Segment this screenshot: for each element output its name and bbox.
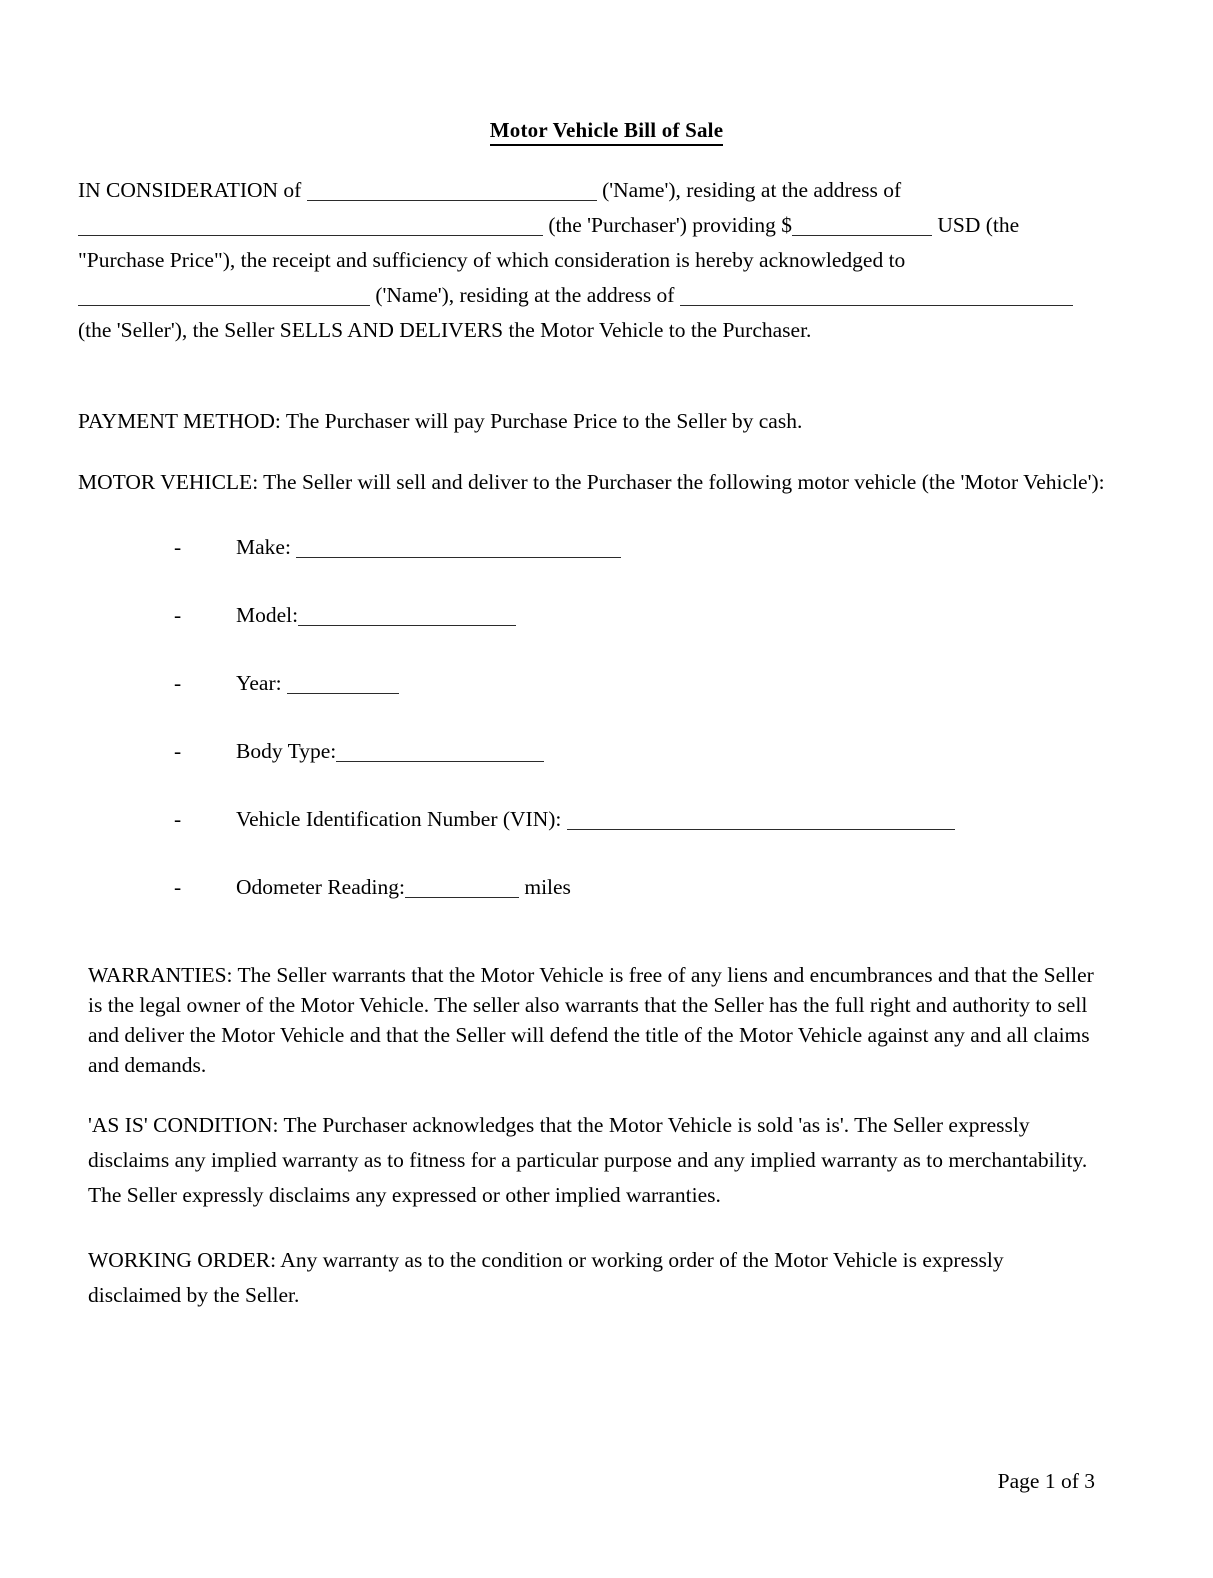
- document-body: [0, 173, 1213, 1313]
- list-item-model: [78, 598, 1135, 666]
- make-label: Make:: [236, 535, 291, 559]
- consideration-line-4: [78, 278, 1135, 313]
- consideration-line-3: [78, 243, 1135, 278]
- purchase-price-blank[interactable]: [792, 215, 932, 236]
- working-order-paragraph: WORKING ORDER: Any warranty as to the condition or working order of the Motor Vehicle is expressly disclaimed by the Seller.: [88, 1248, 1004, 1307]
- consideration-line-1: [78, 173, 1135, 208]
- list-item-odometer: [78, 870, 1135, 938]
- consideration-line2-post: USD (the: [937, 213, 1020, 237]
- consideration-paragraph: [78, 173, 1135, 348]
- bullet-dash-icon: -: [174, 535, 182, 559]
- purchaser-name-blank[interactable]: [307, 180, 597, 201]
- body-type-input-blank[interactable]: [336, 741, 544, 762]
- consideration-line-2: [78, 208, 1135, 243]
- odometer-label: Odometer Reading:: [236, 875, 405, 899]
- body-type-label: Body Type:: [236, 739, 337, 763]
- bullet-dash-icon: -: [174, 807, 182, 831]
- odometer-units-label: miles: [524, 875, 571, 899]
- consideration-line-5: [78, 313, 1135, 348]
- year-label: Year:: [236, 671, 282, 695]
- model-label: Model:: [236, 603, 299, 627]
- bullet-dash-icon: -: [174, 739, 182, 763]
- list-item-vin: [78, 802, 1135, 870]
- consideration-line2-mid: (the 'Purchaser') providing $: [548, 213, 792, 237]
- purchaser-address-blank[interactable]: [78, 215, 543, 236]
- bullet-dash-icon: -: [174, 603, 182, 627]
- year-input-blank[interactable]: [287, 673, 399, 694]
- seller-name-blank[interactable]: [78, 285, 370, 306]
- as-is-condition-paragraph: 'AS IS' CONDITION: The Purchaser acknowledges that the Motor Vehicle is sold 'as is'. The Seller expressly disclaims any implied warranty as to fitness for a particular purpose and any implied warranty as to merchantability. The Seller expressly disclaims any expressed or other implied warranties.: [88, 1113, 1088, 1207]
- list-item-body-type: [78, 734, 1135, 802]
- consideration-line1-pre: IN CONSIDERATION of: [78, 178, 302, 202]
- bullet-dash-icon: -: [174, 875, 182, 899]
- warranties-paragraph: WARRANTIES: The Seller warrants that the Motor Vehicle is free of any liens and encumbrances and that the Seller is the legal owner of the Motor Vehicle. The seller also warrants that the Seller has the full right and authority to sell and deliver the Motor Vehicle and that the Seller will defend the title of the Motor Vehicle against any and all claims and demands.: [88, 963, 1094, 1077]
- model-input-blank[interactable]: [298, 605, 516, 626]
- payment-method-paragraph: PAYMENT METHOD: The Purchaser will pay Purchase Price to the Seller by cash.: [78, 409, 803, 433]
- motor-vehicle-paragraph: MOTOR VEHICLE: The Seller will sell and deliver to the Purchaser the following motor vehicle (the 'Motor Vehicle'):: [78, 470, 1105, 494]
- consideration-line4-mid: ('Name'), residing at the address of: [375, 283, 675, 307]
- vin-input-blank[interactable]: [567, 809, 955, 830]
- list-item-make: [78, 530, 1135, 598]
- consideration-line3-text: "Purchase Price"), the receipt and sufficiency of which consideration is hereby acknowledged to: [78, 248, 906, 272]
- seller-address-blank[interactable]: [680, 285, 1073, 306]
- consideration-line5-text: (the 'Seller'), the Seller SELLS AND DELIVERS the Motor Vehicle to the Purchaser.: [78, 318, 812, 342]
- page-title-text: Motor Vehicle Bill of Sale: [490, 118, 723, 146]
- vin-label: Vehicle Identification Number (VIN):: [236, 807, 562, 831]
- bullet-dash-icon: -: [174, 671, 182, 695]
- page-title: [0, 0, 1213, 143]
- consideration-line1-post: ('Name'), residing at the address of: [602, 178, 902, 202]
- make-input-blank[interactable]: [296, 537, 621, 558]
- odometer-input-blank[interactable]: [405, 877, 519, 898]
- vehicle-details-list: [78, 530, 1135, 938]
- list-item-year: [78, 666, 1135, 734]
- page-footer: Page 1 of 3: [997, 1469, 1095, 1493]
